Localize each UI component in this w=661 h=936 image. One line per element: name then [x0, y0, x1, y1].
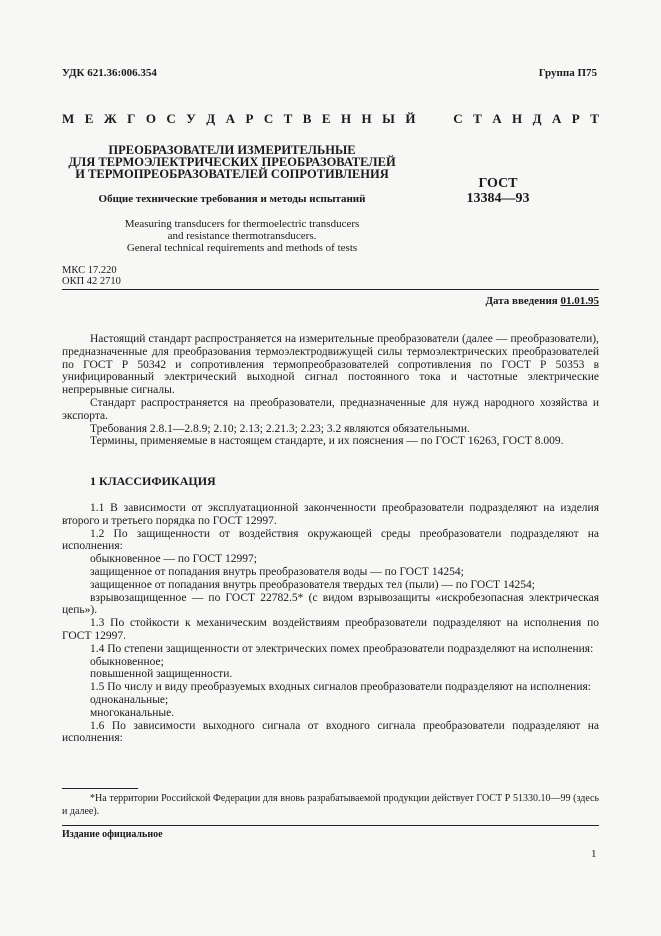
intro-paragraph: Требования 2.8.1—2.8.9; 2.10; 2.13; 2.21.3; 2.23; 3.2 являются обязательными. [90, 422, 470, 435]
footnote [62, 793, 599, 818]
classification-paragraph: многоканальные. [90, 706, 175, 719]
banner-letter: Н [512, 111, 523, 126]
intro-paragraph: Стандарт распространяется на преобразователи, предназначенные для нужд народного хозяйства и экспорта. [62, 396, 599, 422]
classification-paragraph: 1.3 По стойкости к механическим воздействиям преобразователи подразделяют на исполнения по ГОСТ 12997. [62, 617, 599, 642]
banner-letter: Е [321, 111, 331, 126]
banner-letter: Н [361, 111, 372, 126]
banner-letter: Н [340, 111, 352, 126]
page-number: 1 [591, 848, 597, 860]
banner-letter: С [453, 111, 463, 126]
title-line: И ТЕРМОПРЕОБРАЗОВАТЕЛЕЙ СОПРОТИВЛЕНИЯ [75, 167, 389, 181]
footer-divider [62, 825, 599, 826]
mks-code: МКС 17.220 [62, 265, 117, 276]
header-divider [62, 289, 599, 290]
classification-paragraph: защищенное от попадания внутрь преобразователя воды — по ГОСТ 14254; [90, 565, 464, 578]
classification-paragraph: 1.4 По степени защищенности от электрических помех преобразователи подразделяют на исполнения: [90, 642, 594, 655]
classification-paragraph: обыкновенное; [90, 655, 164, 668]
section-heading: 1 КЛАССИФИКАЦИЯ [90, 474, 216, 488]
classification-paragraph: обыкновенное — по ГОСТ 12997; [90, 553, 257, 566]
document-subtitle: Общие технические требования и методы испытаний [98, 193, 366, 205]
banner-letter: О [145, 111, 156, 126]
banner-letter: Д [532, 111, 542, 126]
okp-code: ОКП 42 2710 [62, 276, 121, 287]
banner-letter: А [492, 111, 502, 126]
group-code: Группа П75 [538, 67, 597, 79]
classification-paragraph: 1.6 По зависимости выходного сигнала от входного сигнала преобразователи подразделяют на исполнения: [62, 719, 599, 745]
document-title [62, 144, 402, 180]
classification-paragraph: 1.5 По числу и виду преобразуемых входных сигналов преобразователи подразделяют на исполнения: [90, 681, 591, 694]
banner-letter: М [62, 111, 75, 126]
classification-paragraph: взрывозащищенное — по ГОСТ 22782.5* (с видом взрывозащиты «искробезопасная электрическая цепь»). [62, 591, 599, 617]
edition-note: Издание официальное [62, 829, 163, 840]
classification-codes [62, 265, 121, 287]
banner-letter: У [186, 111, 196, 126]
banner-letter: Г [127, 111, 136, 126]
banner-letter: Й [405, 111, 416, 126]
english-title-line: and resistance thermotransducers. [167, 230, 317, 242]
interstate-standard-banner [62, 111, 599, 127]
banner-letter: А [551, 111, 562, 126]
classification-paragraph: защищенное от попадания внутрь преобразователя твердых тел (пыли) — по ГОСТ 14254; [90, 578, 535, 591]
gost-number: 13384—93 [466, 191, 530, 206]
banner-letter: Ы [382, 111, 395, 126]
banner-letter [440, 111, 443, 127]
english-title-line: Measuring transducers for thermoelectric transducers [124, 218, 360, 230]
effective-date-value: 01.01.95 [560, 295, 599, 307]
english-title [62, 218, 422, 254]
banner-letter: Т [590, 111, 599, 126]
gost-designation [438, 176, 558, 206]
udk-code: УДК 621.36:006.354 [62, 67, 157, 79]
effective-date [485, 295, 599, 307]
banner-letter: Т [473, 111, 482, 126]
banner-letter: В [302, 111, 312, 126]
banner-letter: А [225, 111, 235, 126]
title-line: ПРЕОБРАЗОВАТЕЛИ ИЗМЕРИТЕЛЬНЫЕ [108, 143, 356, 157]
title-line: ДЛЯ ТЕРМОЭЛЕКТРИЧЕСКИХ ПРЕОБРАЗОВАТЕЛЕЙ [68, 155, 396, 169]
classification-paragraph: повышенной защищенности. [90, 668, 233, 681]
banner-letter: Т [283, 111, 293, 126]
banner-letter [426, 111, 429, 127]
banner-letter: С [263, 111, 274, 126]
banner-letter: Е [84, 111, 94, 126]
intro-paragraph: Настоящий стандарт распространяется на измерительные преобразователи (далее — преобразователи), предназначенные для преобразования термоэлектродвижущей силы термоэлектрических преобразователей по ГОСТ Р 50342 и сопротивления термопреобразователей сопротивления по ГОСТ Р 50353 в унифицированный электрический выходной сигнал постоянного тока и частотные электрические непрерывные сигналы. [62, 333, 599, 397]
banner-letter: С [166, 111, 176, 126]
english-title-line: General technical requirements and methods of tests [126, 242, 358, 254]
banner-letter: Д [206, 111, 216, 126]
gost-label: ГОСТ [478, 176, 518, 191]
intro-paragraph: Термины, применяемые в настоящем стандарте, и их пояснения — по ГОСТ 16263, ГОСТ 8.009. [90, 435, 564, 448]
intro-section [62, 333, 599, 448]
footnote-divider [62, 788, 138, 789]
classification-paragraph: 1.1 В зависимости от эксплуатационной законченности преобразователи подразделяют на изделия второго и третьего порядка по ГОСТ 12997. [62, 502, 599, 527]
footnote-text: *На территории Российской Федерации для вновь разрабатываемой продукции действует ГОСТ Р 51330.10—99 (здесь и далее). [62, 793, 599, 817]
banner-letter: Р [245, 111, 254, 126]
classification-paragraph: одноканальные; [90, 693, 169, 706]
banner-letter: Р [571, 111, 580, 126]
banner-letter: Ж [103, 111, 117, 126]
effective-date-label: Дата введения [485, 295, 561, 307]
classification-paragraph: 1.2 По защищенности от воздействия окружающей среды преобразователи подразделяют на исполнения: [62, 527, 599, 553]
classification-items [62, 502, 599, 745]
